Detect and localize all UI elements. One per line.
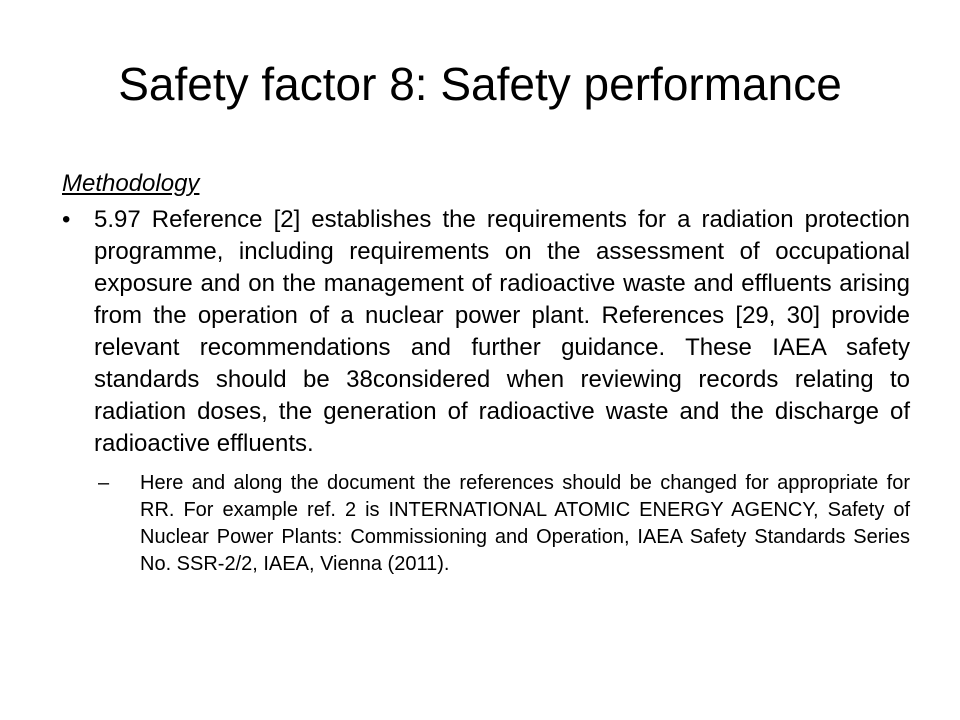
bullet-item bbox=[62, 204, 910, 460]
bullet-marker: • bbox=[62, 206, 71, 233]
section-heading: Methodology bbox=[62, 170, 200, 197]
slide-title: Safety factor 8: Safety performance bbox=[118, 58, 842, 110]
sub-bullet-item bbox=[62, 470, 910, 578]
sub-bullet-marker: – bbox=[98, 472, 110, 494]
slide-content bbox=[62, 168, 910, 578]
sub-bullet-text: Here and along the document the references should be changed for appropriate for RR. For example ref. 2 is INTERNATIONAL ATOMIC ENERGY AGENCY, Safety of Nuclear Power Plants: Commissioning and Operation, IAEA Safety Standards Series No. SSR-2/2, IAEA, Vienna (2011). bbox=[140, 472, 910, 575]
bullet-text: 5.97 Reference [2] establishes the requirements for a radiation protection programme, including requirements on the assessment of occupational exposure and on the management of radioactive waste and effluents arising from the operation of a nuclear power plant. References [29, 30] provide relevant recommendations and further guidance. These IAEA safety standards should be 38considered when reviewing records relating to radiation doses, the generation of radioactive waste and the discharge of radioactive effluents. bbox=[94, 206, 910, 457]
